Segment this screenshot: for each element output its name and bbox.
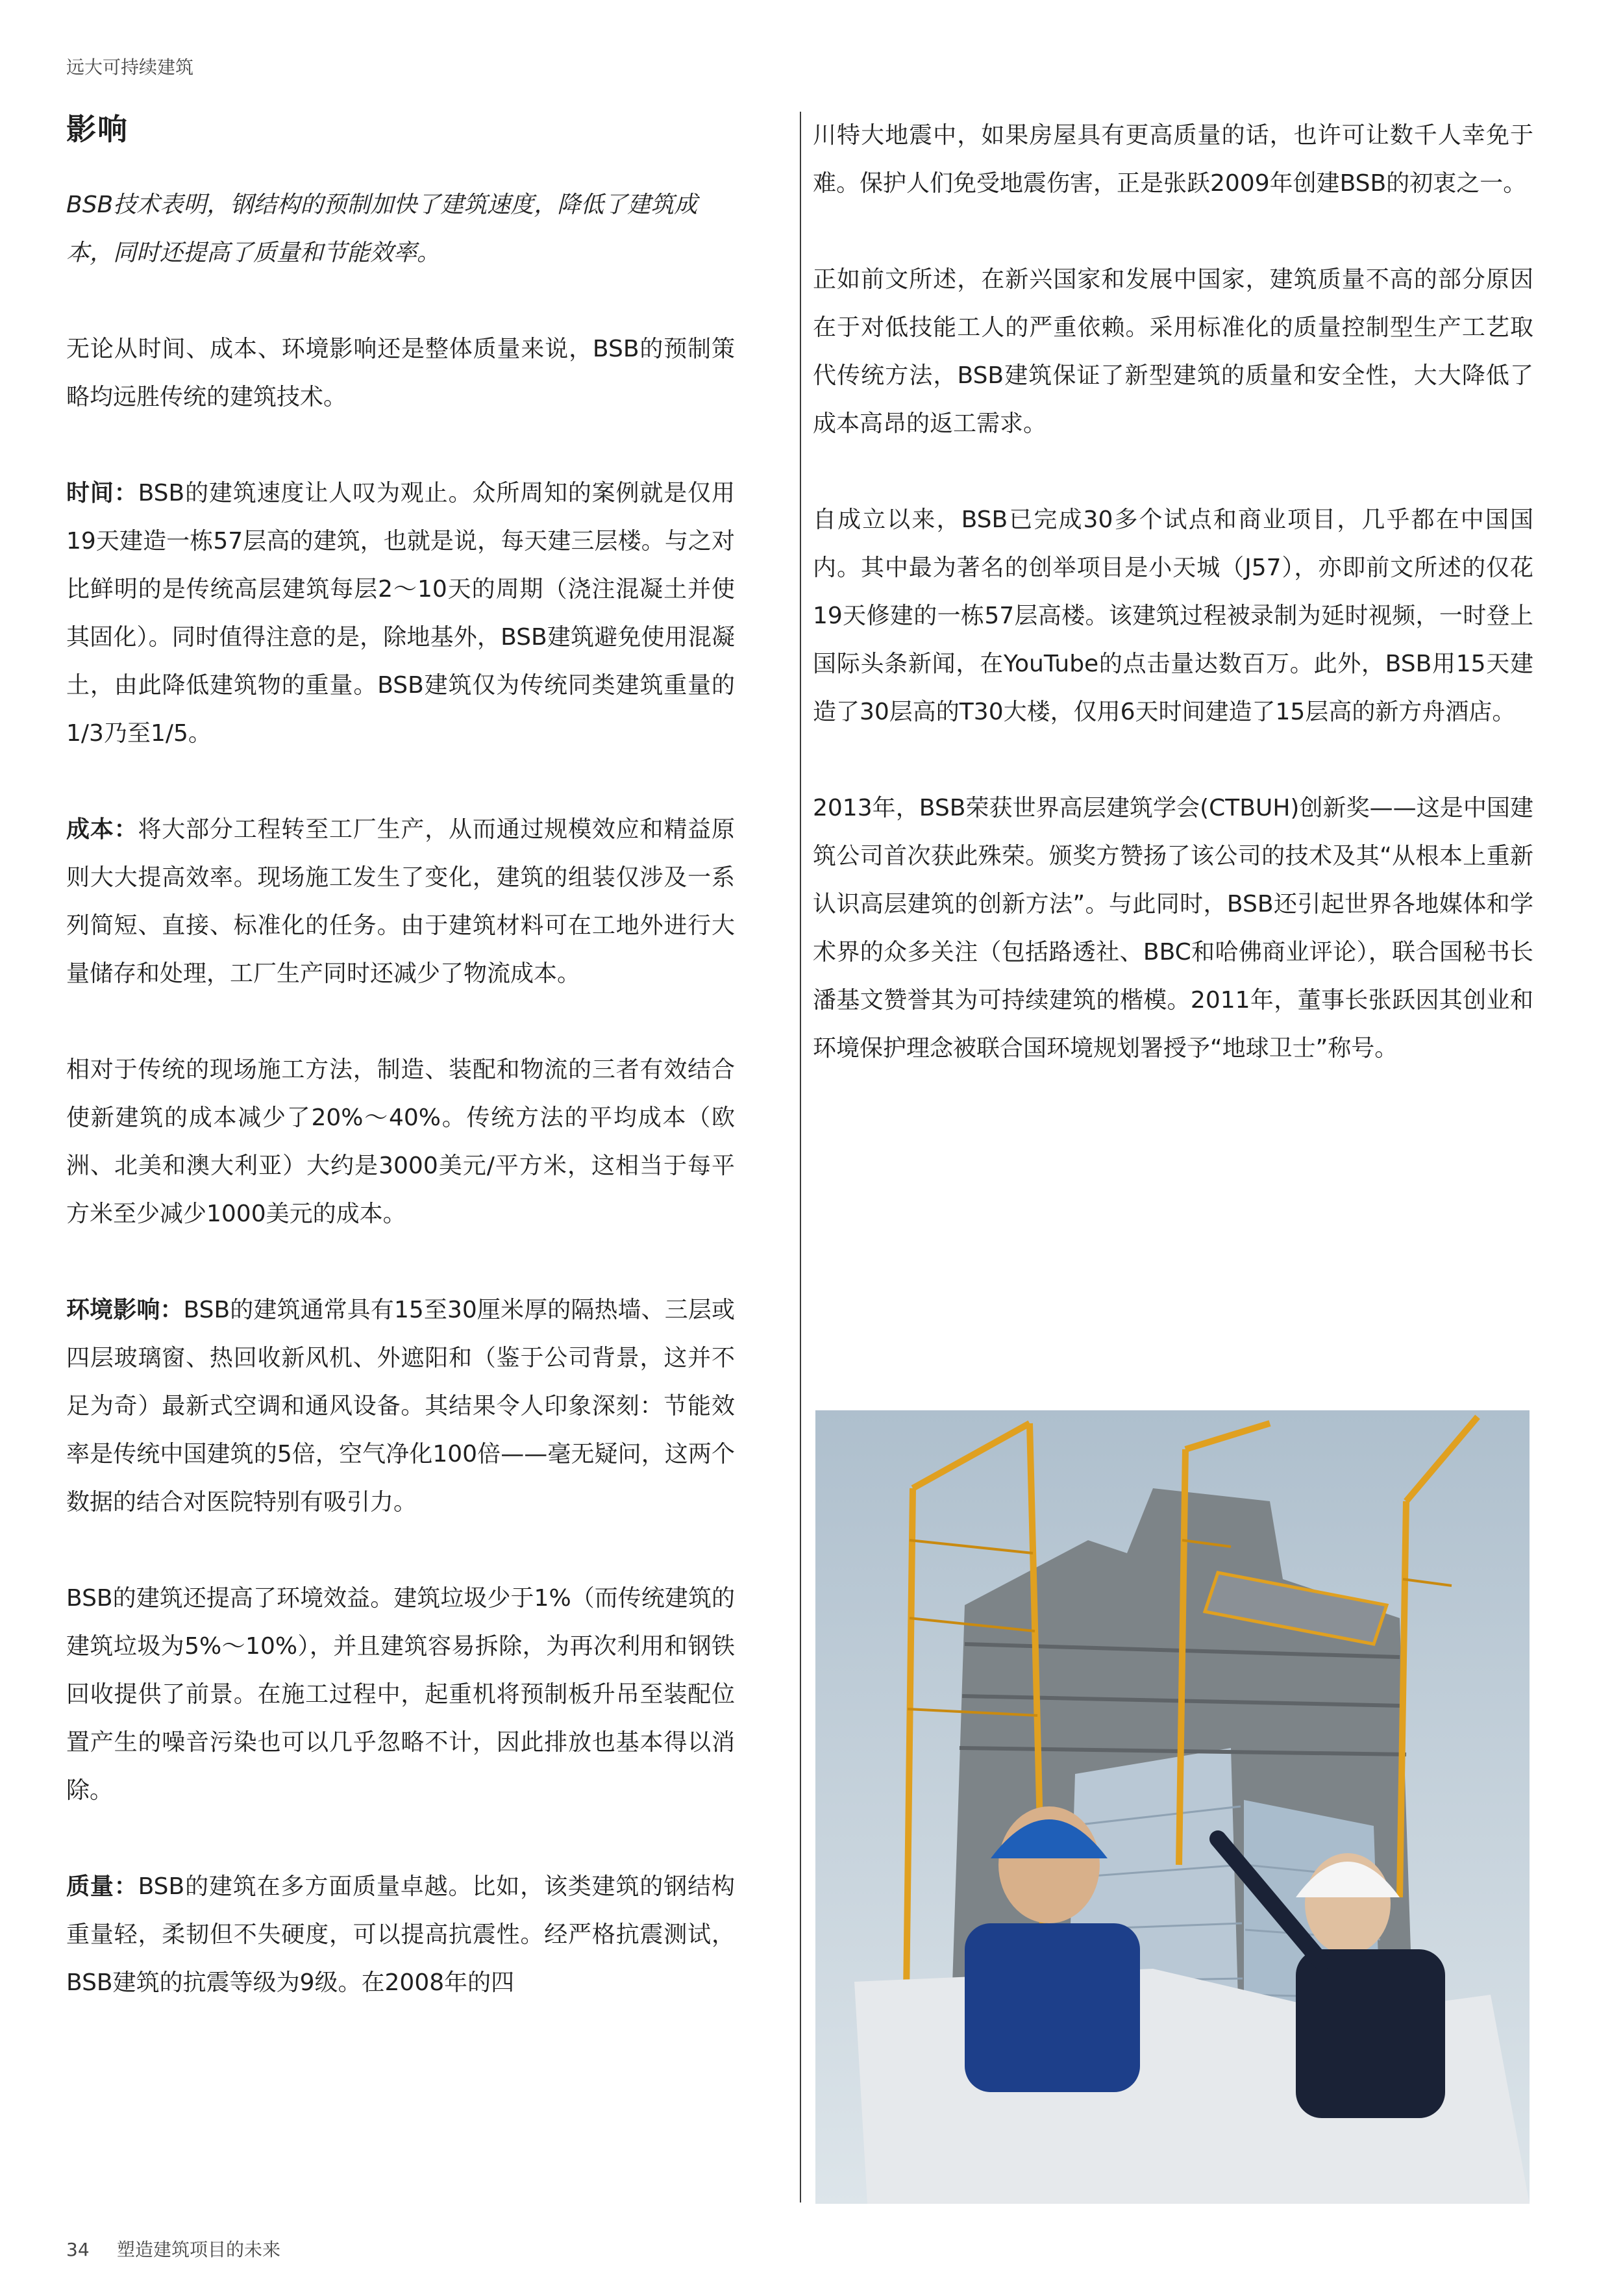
paragraph-earthquake: 川特大地震中，如果房屋具有更高质量的话，也许可让数千人幸免于难。保护人们免受地震伤害，正是张跃2009年创建BSB的初衷之一。 — [813, 122, 1533, 197]
footer-title: 塑造建筑项目的未来 — [117, 2239, 281, 2260]
page-number: 34 — [66, 2239, 90, 2260]
quality-label: 质量： — [66, 1873, 138, 1901]
quality-text: BSB的建筑在多方面质量卓越。比如，该类建筑的钢结构重量轻，柔韧但不失硬度，可以提高抗震性。经严格抗震测试，BSB建筑的抗震等级为9级。在2008年的四 — [66, 1873, 735, 1997]
running-header: 远大可持续建筑 — [66, 56, 194, 78]
time-text: BSB的建筑速度让人叹为观止。众所周知的案例就是仅用19天建造一栋57层高的建筑，也就是说，每天建三层楼。与之对比鲜明的是传统高层建筑每层2～10天的周期（浇注混凝土并使其固化）。同时值得注意的是，除地基外，BSB建筑避免使用混凝土，由此降低建筑物的重量。BSB建筑仅为传统同类建筑重量的1/3乃至1/5。 — [66, 480, 735, 747]
time-label: 时间： — [66, 480, 138, 507]
column-divider — [800, 112, 801, 2202]
paragraph-cost-detail: 相对于传统的现场施工方法，制造、装配和物流的三者有效结合使新建筑的成本减少了20%～40%。传统方法的平均成本（欧洲、北美和澳大利亚）大约是3000美元/平方米，这相当于每平方米至少减少1000美元的成本。 — [66, 1056, 735, 1228]
paragraph-quality — [66, 1863, 735, 2007]
construction-photo — [815, 1410, 1530, 2204]
cost-text: 将大部分工程转至工厂生产，从而通过规模效应和精益原则大大提高效率。现场施工发生了变化，建筑的组装仅涉及一系列简短、直接、标准化的任务。由于建筑材料可在工地外进行大量储存和处理，工厂生产同时还减少了物流成本。 — [66, 816, 735, 988]
construction-site-illustration — [815, 1410, 1530, 2204]
intro-paragraph: BSB技术表明，钢结构的预制加快了建筑速度，降低了建筑成本，同时还提高了质量和节能效率。 — [66, 192, 698, 267]
environment-label: 环境影响： — [66, 1297, 184, 1324]
paragraph-time — [66, 469, 735, 758]
left-column — [66, 112, 735, 2055]
paragraph-awards: 2013年，BSB荣获世界高层建筑学会(CTBUH)创新奖——这是中国建筑公司首次获此殊荣。颁奖方赞扬了该公司的技术及其“从根本上重新认识高层建筑的创新方法”。与此同时，BSB还引起世界各地媒体和学术界的众多关注（包括路透社、BBC和哈佛商业评论），联合国秘书长潘基文赞誉其为可持续建筑的楷模。2011年，董事长张跃因其创业和环境保护理念被联合国环境规划署授予“地球卫士”称号。 — [813, 795, 1533, 1062]
paragraph-environment — [66, 1286, 735, 1527]
paragraph-quality-control: 正如前文所述，在新兴国家和发展中国家，建筑质量不高的部分原因在于对低技能工人的严重依赖。采用标准化的质量控制型生产工艺取代传统方法，BSB建筑保证了新型建筑的质量和安全性，大大降低了成本高昂的返工需求。 — [813, 266, 1533, 437]
paragraph-environment-benefit: BSB的建筑还提高了环境效益。建筑垃圾少于1%（而传统建筑的建筑垃圾为5%～10%），并且建筑容易拆除，为再次利用和钢铁回收提供了前景。在施工过程中，起重机将预制板升吊至装配位置产生的噪音污染也可以几乎忽略不计，因此排放也基本得以消除。 — [66, 1585, 735, 1804]
cost-label: 成本： — [66, 816, 138, 843]
right-column — [813, 112, 1533, 1121]
paragraph-overview: 无论从时间、成本、环境影响还是整体质量来说，BSB的预制策略均远胜传统的建筑技术。 — [66, 336, 735, 411]
environment-text: BSB的建筑通常具有15至30厘米厚的隔热墙、三层或四层玻璃窗、热回收新风机、外遮阳和（鉴于公司背景，这并不足为奇）最新式空调和通风设备。其结果令人印象深刻：节能效率是传统中国建筑的5倍，空气净化100倍——毫无疑问，这两个数据的结合对医院特别有吸引力。 — [66, 1297, 735, 1516]
paragraph-projects: 自成立以来，BSB已完成30多个试点和商业项目，几乎都在中国国内。其中最为著名的创举项目是小天城（J57），亦即前文所述的仅花19天修建的一栋57层高楼。该建筑过程被录制为延时视频，一时登上国际头条新闻，在YouTube的点击量达数百万。此外，BSB用15天建造了30层高的T30大楼，仅用6天时间建造了15层高的新方舟酒店。 — [813, 506, 1533, 725]
section-title: 影响 — [66, 112, 129, 147]
page-footer — [66, 2236, 280, 2262]
paragraph-cost — [66, 806, 735, 998]
